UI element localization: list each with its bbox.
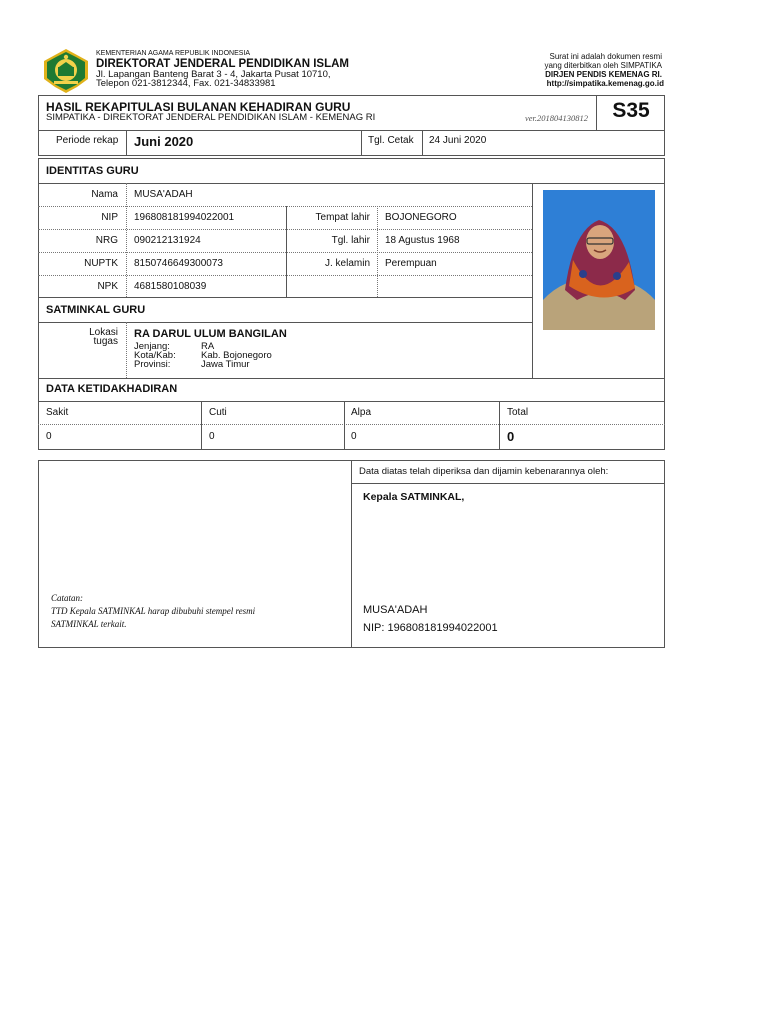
- catatan-title: Catatan:: [51, 593, 84, 603]
- satminkal-name: RA DARUL ULUM BANGILAN: [134, 328, 287, 340]
- npk-value: 4681580108039: [134, 281, 207, 292]
- teacher-photo: [543, 190, 655, 330]
- ketidakhadiran-heading-line: [38, 401, 665, 402]
- catatan-line-1: TTD Kepala SATMINKAL harap dibubuhi stempel resmi: [51, 606, 256, 616]
- tgl-cetak-value: 24 Juni 2020: [429, 135, 487, 146]
- lokasi-label-1: Lokasi: [89, 327, 118, 338]
- official-note-2: yang diterbitkan oleh SIMPATIKA: [544, 61, 662, 70]
- sakit-label: Sakit: [46, 407, 69, 418]
- identitas-heading: IDENTITAS GURU: [46, 165, 139, 177]
- kota-value: Kab. Bojonegoro: [201, 350, 272, 361]
- nip-value: 196808181994022001: [134, 212, 235, 223]
- lokasi-label-2: tugas: [93, 336, 118, 347]
- phone-text: Telepon 021-3812344, Fax. 021-34833981: [96, 78, 276, 89]
- kota-label: Kota/Kab:: [134, 350, 176, 361]
- signer-name: MUSA'ADAH: [363, 604, 428, 616]
- periode-value: Juni 2020: [134, 134, 194, 149]
- nrg-label: NRG: [95, 235, 118, 246]
- row-line-1: [38, 206, 532, 207]
- signature-divider: [351, 460, 352, 648]
- total-value: 0: [507, 429, 515, 444]
- jenis-kelamin-value: Perempuan: [385, 258, 437, 269]
- row-line-4: [38, 275, 532, 276]
- row-line-2: [38, 229, 532, 230]
- row-line-5: [38, 297, 532, 298]
- kemenag-logo-icon: [42, 48, 90, 94]
- official-note-3: DIRJEN PENDIS KEMENAG RI.: [545, 70, 662, 79]
- ketidakhadiran-row-line: [38, 424, 665, 425]
- tempat-lahir-label: Tempat lahir: [315, 212, 370, 223]
- ketidakhadiran-heading: DATA KETIDAKHADIRAN: [46, 383, 178, 395]
- signer-nip: NIP: 196808181994022001: [363, 622, 498, 634]
- sakit-value: 0: [46, 431, 52, 442]
- identitas-heading-line: [38, 183, 665, 184]
- tgl-lahir-value: 18 Agustus 1968: [385, 235, 460, 246]
- cuti-label: Cuti: [209, 407, 227, 418]
- periode-divider-1: [126, 130, 127, 156]
- ketidakhadiran-top-line: [38, 378, 665, 379]
- row-line-3: [38, 252, 532, 253]
- provinsi-value: Jawa Timur: [201, 359, 250, 370]
- alpa-value: 0: [351, 431, 357, 442]
- satminkal-heading: SATMINKAL GURU: [46, 304, 146, 316]
- verified-text: Data diatas telah diperiksa dan dijamin kebenarannya oleh:: [359, 466, 609, 477]
- document-title: HASIL REKAPITULASI BULANAN KEHADIRAN GURU: [46, 100, 351, 114]
- address-text: Jl. Lapangan Banteng Barat 3 - 4, Jakarta Pusat 10710,: [96, 69, 331, 80]
- absence-divider-3: [499, 401, 500, 450]
- photo-divider: [532, 183, 533, 378]
- ministry-name: KEMENTERIAN AGAMA REPUBLIK INDONESIA: [96, 50, 251, 57]
- nuptk-label: NUPTK: [84, 258, 118, 269]
- nrg-value: 090212131924: [134, 235, 201, 246]
- nama-label: Nama: [91, 189, 118, 200]
- kepala-title: Kepala SATMINKAL,: [363, 491, 465, 503]
- provinsi-label: Provinsi:: [134, 359, 171, 370]
- official-url[interactable]: http://simpatika.kemenag.go.id: [546, 79, 664, 88]
- grid-v1: [126, 183, 127, 297]
- satminkal-divider: [126, 322, 127, 378]
- absence-divider-2: [344, 401, 345, 450]
- jenis-kelamin-label: J. kelamin: [324, 258, 370, 269]
- satminkal-heading-line: [38, 322, 532, 323]
- periode-divider-2: [361, 130, 362, 156]
- tgl-lahir-label: Tgl. lahir: [331, 235, 370, 246]
- alpa-label: Alpa: [351, 407, 372, 418]
- form-code: S35: [612, 99, 650, 122]
- absence-divider-1: [201, 401, 202, 450]
- tempat-lahir-value: BOJONEGORO: [385, 212, 457, 223]
- nuptk-value: 8150746649300073: [134, 258, 223, 269]
- nama-value: MUSA'ADAH: [134, 189, 193, 200]
- document-subtitle: SIMPATIKA - DIREKTORAT JENDERAL PENDIDIKAN ISLAM - KEMENAG RI: [46, 112, 376, 123]
- catatan-line-2: SATMINKAL terkait.: [51, 619, 127, 629]
- verified-line: [351, 483, 665, 484]
- periode-divider-3: [422, 130, 423, 156]
- official-note-1: Surat ini adalah dokumen resmi: [549, 52, 662, 61]
- jenjang-value: RA: [201, 341, 215, 352]
- version-text: ver.201804130812: [524, 113, 588, 123]
- cuti-value: 0: [209, 431, 215, 442]
- total-label: Total: [507, 407, 529, 418]
- periode-label: Periode rekap: [56, 135, 119, 146]
- tgl-cetak-label: Tgl. Cetak: [368, 135, 414, 146]
- npk-label: NPK: [97, 281, 118, 292]
- directorate-name: DIREKTORAT JENDERAL PENDIDIKAN ISLAM: [96, 58, 350, 70]
- periode-box: [38, 130, 665, 156]
- jenjang-label: Jenjang:: [134, 341, 170, 352]
- nip-label: NIP: [101, 212, 118, 223]
